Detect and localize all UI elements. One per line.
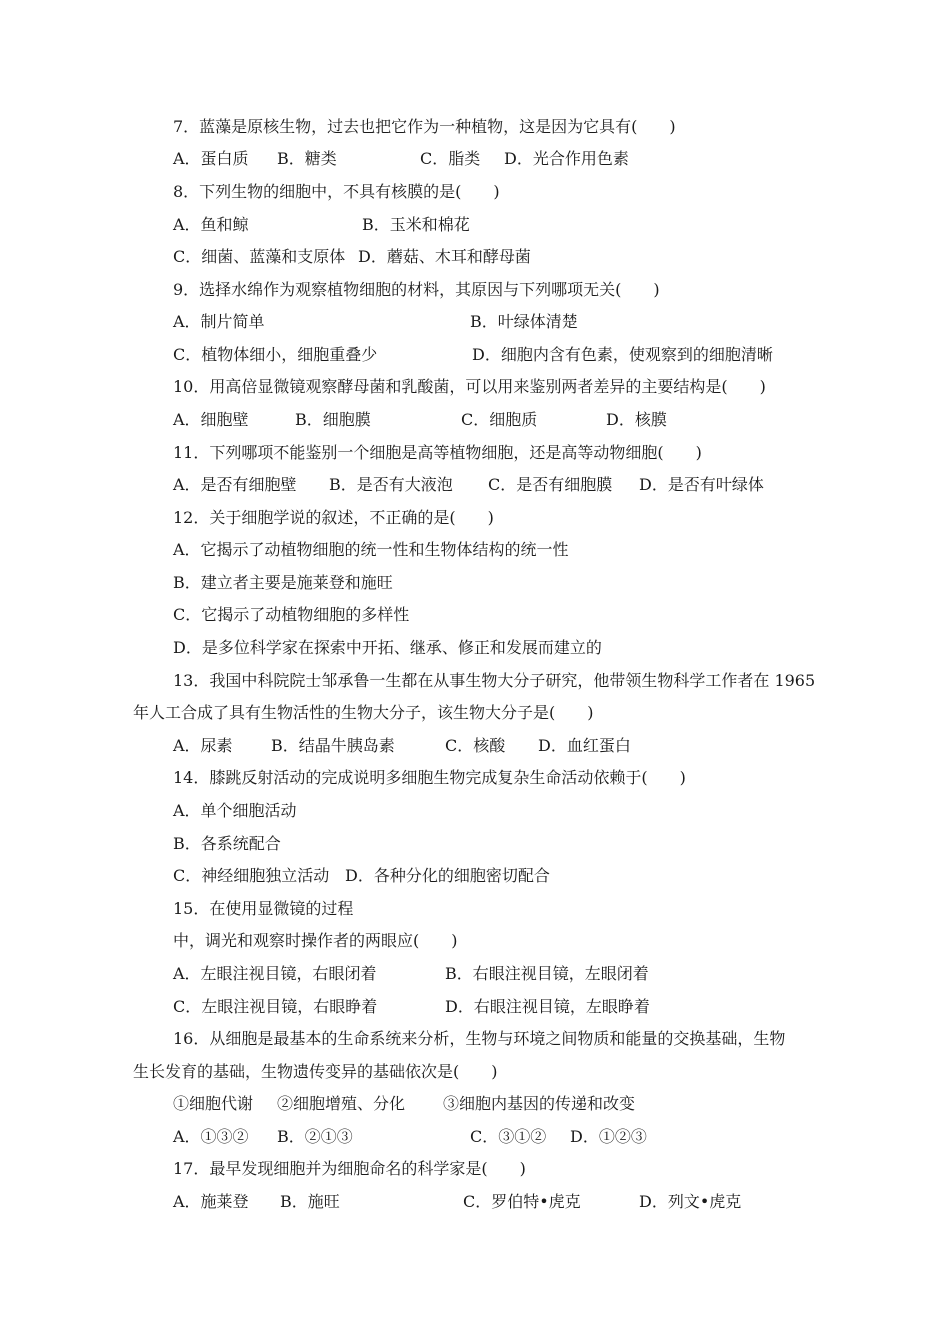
question-14-option-c: C．神经细胞独立活动: [173, 866, 330, 885]
question-9-stem: 9．选择水绵作为观察植物细胞的材料，其原因与下列哪项无关( ): [173, 280, 660, 299]
question-17-option-c: C．罗伯特•虎克: [463, 1192, 581, 1211]
question-8-option-b: B．玉米和棉花: [362, 215, 470, 234]
question-12-option-d: D．是多位科学家在探索中开拓、继承、修正和发展而建立的: [173, 638, 602, 657]
question-15-option-a: A．左眼注视目镜，右眼闭着: [173, 964, 377, 983]
question-12-option-a: A．它揭示了动植物细胞的统一性和生物体结构的统一性: [173, 540, 569, 559]
question-17-option-b: B．施旺: [280, 1192, 340, 1211]
question-7-option-a: A．蛋白质: [173, 149, 249, 168]
question-9-option-d: D．细胞内含有色素，使观察到的细胞清晰: [472, 345, 773, 364]
question-14-option-a: A．单个细胞活动: [173, 801, 297, 820]
question-15-option-d: D．右眼注视目镜，左眼睁着: [445, 997, 650, 1016]
question-12-option-c: C．它揭示了动植物细胞的多样性: [173, 605, 410, 624]
question-11-option-c: C．是否有细胞膜: [488, 475, 613, 494]
question-8-stem: 8．下列生物的细胞中，不具有核膜的是( ): [173, 182, 500, 201]
question-16-stem-line-1: 16．从细胞是最基本的生命系统来分析，生物与环境之间物质和能量的交换基础，生物: [173, 1029, 786, 1048]
question-7-option-d: D．光合作用色素: [504, 149, 629, 168]
question-17-option-d: D．列文•虎克: [639, 1192, 742, 1211]
question-15-option-b: B．右眼注视目镜，左眼闭着: [445, 964, 649, 983]
question-7-option-b: B．糖类: [277, 149, 337, 168]
question-17-stem: 17．最早发现细胞并为细胞命名的科学家是( ): [173, 1159, 526, 1178]
question-16-item-1: ①细胞代谢: [173, 1094, 254, 1113]
question-13-option-c: C．核酸: [445, 736, 506, 755]
question-12-option-b: B．建立者主要是施莱登和施旺: [173, 573, 393, 592]
question-16-option-b: B．②①③: [277, 1127, 353, 1146]
question-10-option-c: C．细胞质: [461, 410, 538, 429]
question-8-option-c: C．细菌、蓝藻和支原体: [173, 247, 346, 266]
question-10-option-b: B．细胞膜: [295, 410, 371, 429]
question-7-stem: 7．蓝藻是原核生物，过去也把它作为一种植物，这是因为它具有( ): [173, 117, 676, 136]
question-13-stem-line-2: 年人工合成了具有生物活性的生物大分子，该生物大分子是( ): [133, 703, 594, 722]
question-16-item-2: ②细胞增殖、分化: [277, 1094, 406, 1113]
question-13-stem-line-1: 13．我国中科院院士邹承鲁一生都在从事生物大分子研究，他带领生物科学工作者在 1965: [173, 671, 816, 690]
question-14-stem: 14．膝跳反射活动的完成说明多细胞生物完成复杂生命活动依赖于( ): [173, 768, 686, 787]
question-13-option-d: D．血红蛋白: [538, 736, 631, 755]
question-9-option-c: C．植物体细小，细胞重叠少: [173, 345, 378, 364]
question-14-option-d: D．各种分化的细胞密切配合: [345, 866, 550, 885]
question-16-item-3: ③细胞内基因的传递和改变: [443, 1094, 636, 1113]
question-15-option-c: C．左眼注视目镜，右眼睁着: [173, 997, 378, 1016]
question-15-stem-line-1: 15．在使用显微镜的过程: [173, 899, 354, 918]
question-17-option-a: A．施莱登: [173, 1192, 249, 1211]
question-8-option-a: A．鱼和鲸: [173, 215, 249, 234]
question-14-option-b: B．各系统配合: [173, 834, 281, 853]
question-13-option-a: A．尿素: [173, 736, 233, 755]
question-16-option-d: D．①②③: [570, 1127, 647, 1146]
question-7-option-c: C．脂类: [420, 149, 481, 168]
question-9-option-a: A．制片简单: [173, 312, 265, 331]
question-11-option-b: B．是否有大液泡: [329, 475, 453, 494]
question-10-option-d: D．核膜: [606, 410, 667, 429]
question-13-option-b: B．结晶牛胰岛素: [271, 736, 395, 755]
question-9-option-b: B．叶绿体清楚: [470, 312, 578, 331]
question-15-stem-line-2: 中，调光和观察时操作者的两眼应( ): [173, 931, 458, 950]
question-11-stem: 11．下列哪项不能鉴别一个细胞是高等植物细胞，还是高等动物细胞( ): [173, 443, 702, 462]
question-8-option-d: D．蘑菇、木耳和酵母菌: [358, 247, 531, 266]
question-10-stem: 10．用高倍显微镜观察酵母菌和乳酸菌，可以用来鉴别两者差异的主要结构是( ): [173, 377, 766, 396]
question-11-option-d: D．是否有叶绿体: [639, 475, 764, 494]
question-11-option-a: A．是否有细胞壁: [173, 475, 297, 494]
question-16-stem-line-2: 生长发育的基础，生物遗传变异的基础依次是( ): [133, 1062, 498, 1081]
question-16-option-c: C．③①②: [470, 1127, 547, 1146]
question-10-option-a: A．细胞壁: [173, 410, 249, 429]
question-12-stem: 12．关于细胞学说的叙述，不正确的是( ): [173, 508, 494, 527]
question-16-option-a: A．①③②: [173, 1127, 249, 1146]
